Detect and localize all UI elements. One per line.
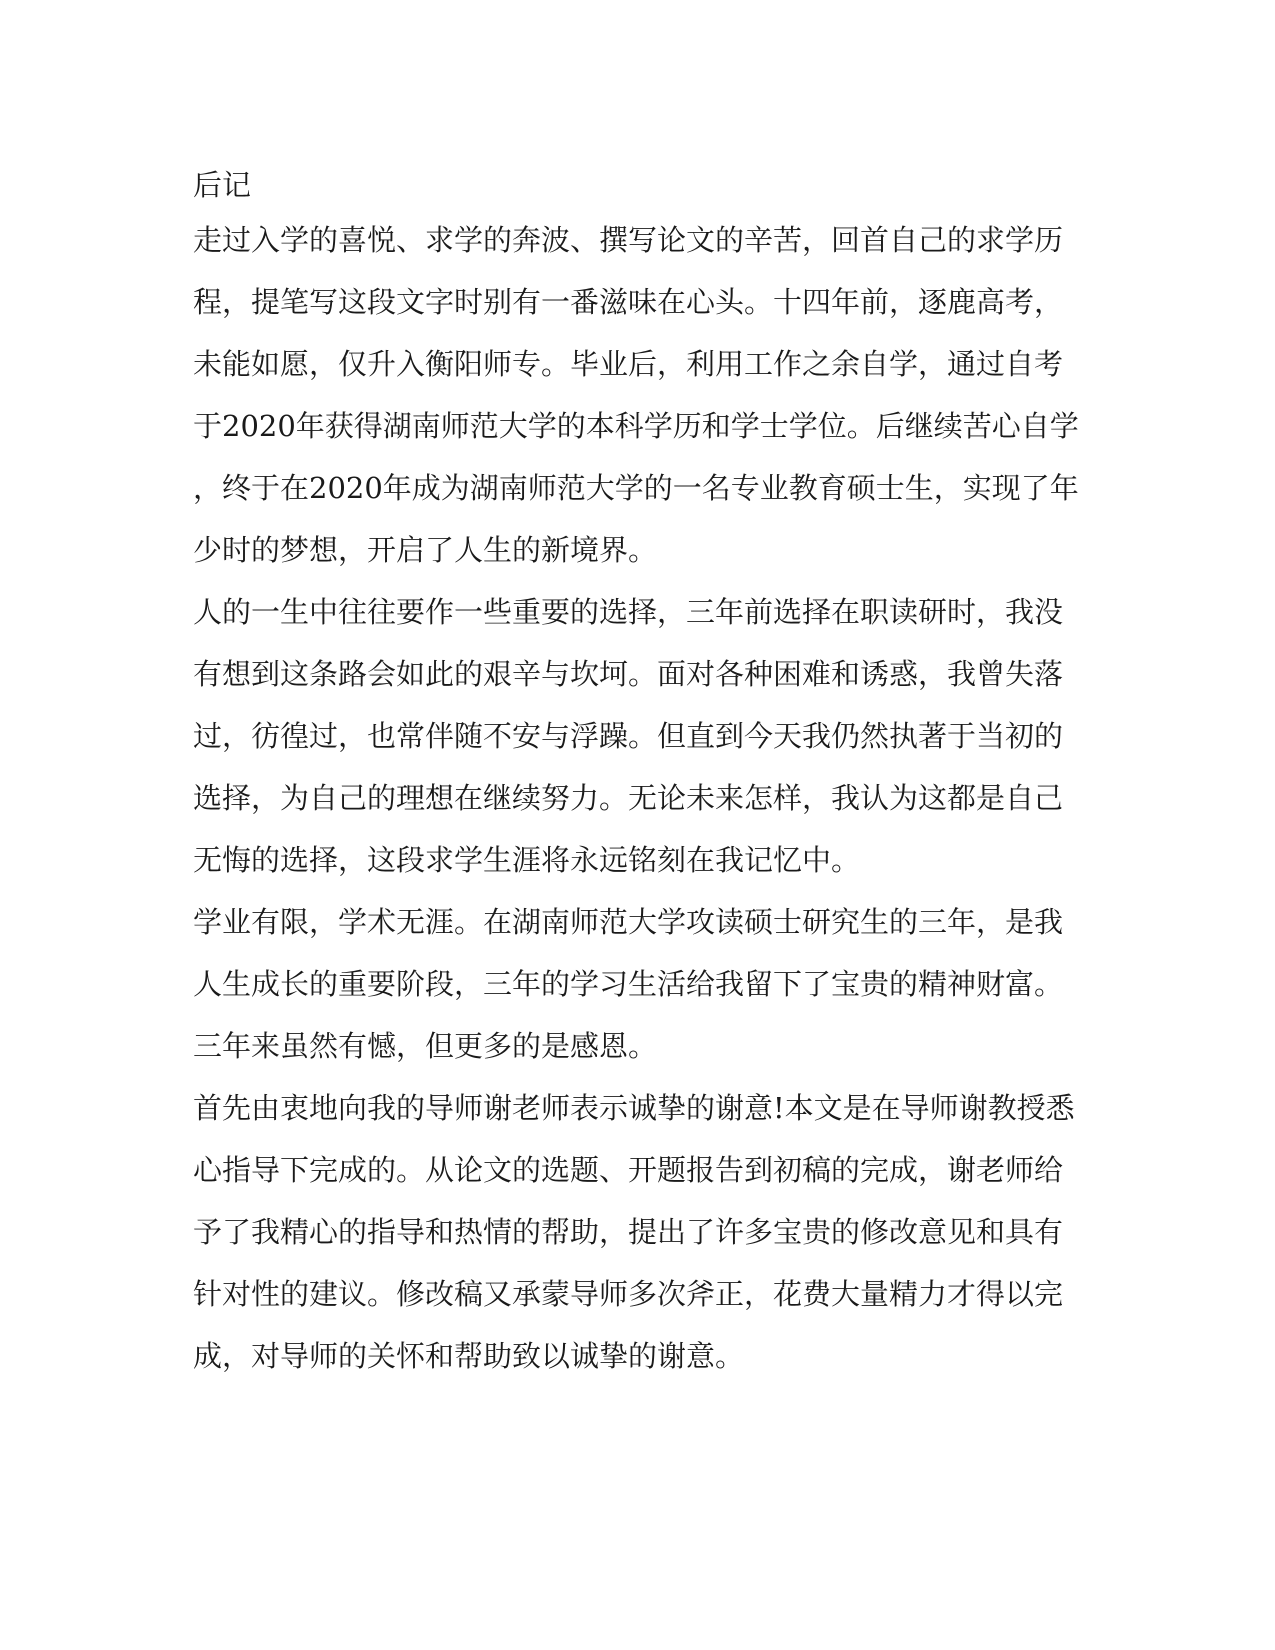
text-line-10: 选择，为自己的理想在继续努力。无论未来怎样，我认为这都是自己: [193, 781, 1064, 815]
text-line-3: 未能如愿，仅升入衡阳师专。毕业后，利用工作之余自学，通过自考: [193, 347, 1064, 381]
text-line-11: 无悔的选择，这段求学生涯将永远铭刻在我记忆中。: [193, 843, 861, 877]
text-line-19: 成，对导师的关怀和帮助致以诚挚的谢意。: [193, 1339, 745, 1373]
text-line-17: 予了我精心的指导和热情的帮助，提出了许多宝贵的修改意见和具有: [193, 1215, 1064, 1249]
text-line-8: 有想到这条路会如此的艰辛与坎坷。面对各种困难和诱惑，我曾失落: [193, 657, 1064, 691]
text-line-12: 学业有限，学术无涯。在湖南师范大学攻读硕士研究生的三年，是我: [193, 905, 1064, 939]
text-line-15: 首先由衷地向我的导师谢老师表示诚挚的谢意!本文是在导师谢教授悉: [193, 1091, 1075, 1125]
text-line-18: 针对性的建议。修改稿又承蒙导师多次斧正，花费大量精力才得以完: [193, 1277, 1064, 1311]
text-line-9: 过，彷徨过，也常伴随不安与浮躁。但直到今天我仍然执著于当初的: [193, 719, 1064, 753]
text-line-4: 于2020年获得湖南师范大学的本科学历和学士学位。后继续苦心自学: [193, 409, 1079, 443]
text-line-14: 三年来虽然有憾，但更多的是感恩。: [193, 1029, 658, 1063]
text-line-6: 少时的梦想，开启了人生的新境界。: [193, 533, 658, 567]
text-line-1: 走过入学的喜悦、求学的奔波、撰写论文的辛苦，回首自己的求学历: [193, 223, 1064, 257]
text-line-16: 心指导下完成的。从论文的选题、开题报告到初稿的完成，谢老师给: [193, 1153, 1064, 1187]
document-title: 后记: [193, 168, 252, 202]
text-line-5: ，终于在2020年成为湖南师范大学的一名专业教育硕士生，实现了年: [193, 471, 1079, 505]
text-line-13: 人生成长的重要阶段，三年的学习生活给我留下了宝贵的精神财富。: [193, 967, 1064, 1001]
text-line-2: 程，提笔写这段文字时别有一番滋味在心头。十四年前，逐鹿高考，: [193, 285, 1064, 319]
text-line-7: 人的一生中往往要作一些重要的选择，三年前选择在职读研时，我没: [193, 595, 1064, 629]
